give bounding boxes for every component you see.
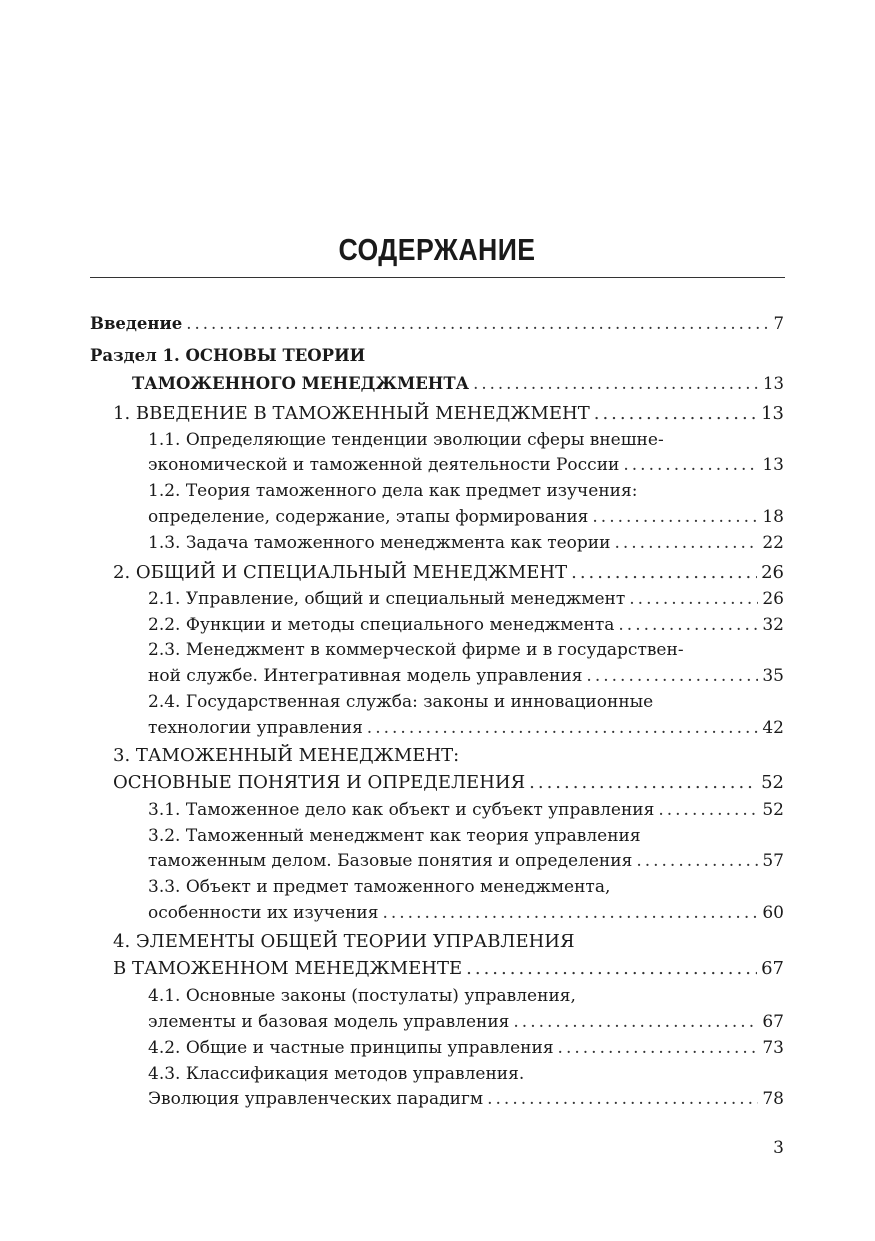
toc-entry-s3-3-line1[interactable]: 3.3. Объект и предмет таможенного менеджмента, [148,877,611,897]
page-title: СОДЕРЖАНИЕ [338,232,536,267]
toc-entry-s4-3-line1[interactable]: 4.3. Классификация методов управления. [148,1064,525,1084]
toc-entry-s2-4-line1[interactable]: 2.4. Государственная служба: законы и инновационные [148,692,654,712]
toc-entry-ch3-line1[interactable]: 3. ТАМОЖЕННЫЙ МЕНЕДЖМЕНТ: [113,745,460,766]
toc-entry-ch2[interactable]: 2. ОБЩИЙ И СПЕЦИАЛЬНЫЙ МЕНЕДЖМЕНТ ..... 26 [113,561,784,585]
toc-entry-s4-1-line1[interactable]: 4.1. Основные законы (постулаты) управления, [148,986,576,1006]
toc-entry-s1-1-line2[interactable]: экономической и таможенной деятельности России ..... 13 [148,453,784,477]
page-ref: 67 [761,958,784,979]
page-ref: 13 [762,455,784,475]
toc-entry-s1-3[interactable]: 1.3. Задача таможенного менеджмента как теории ..... 22 [148,531,784,555]
toc-entry-s3-2-line2[interactable]: таможенным делом. Базовые понятия и определения ..... 57 [148,849,784,873]
page-ref: 32 [762,615,784,635]
page-ref: 26 [761,562,784,583]
toc-entry-s2-3-line1[interactable]: 2.3. Менеджмент в коммерческой фирме и в государствен- [148,640,684,660]
toc-entry-s4-3-line2[interactable]: Эволюция управленческих парадигм ..... 78 [148,1087,784,1111]
toc-entry-s1-2-line2[interactable]: определение, содержание, этапы формирования ..... 18 [148,505,784,529]
toc-entry-s1-1-line1[interactable]: 1.1. Определяющие тенденции эволюции сферы внешне- [148,430,664,450]
page-ref: 78 [762,1089,784,1109]
page-ref: 26 [762,589,784,609]
toc-entry-s3-3-line2[interactable]: особенности их изучения ..... 60 [148,901,784,925]
toc-entry-ch1[interactable]: 1. ВВЕДЕНИЕ В ТАМОЖЕННЫЙ МЕНЕДЖМЕНТ ..... 13 [113,402,784,426]
toc-entry-ch4-line1[interactable]: 4. ЭЛЕМЕНТЫ ОБЩЕЙ ТЕОРИИ УПРАВЛЕНИЯ [113,931,575,952]
toc-entry-s4-1-line2[interactable]: элементы и базовая модель управления ..... 67 [148,1010,784,1034]
page-ref: 7 [773,314,784,333]
toc-entry-intro[interactable]: Введение ..... 7 [90,312,784,336]
toc-entry-s2-3-line2[interactable]: ной службе. Интегративная модель управления ..... 35 [148,664,784,688]
page-ref: 52 [762,800,784,820]
toc-entry-s2-4-line2[interactable]: технологии управления ..... 42 [148,716,784,740]
page-number: 3 [773,1138,784,1158]
page-ref: 13 [763,374,784,393]
page-ref: 35 [762,666,784,686]
page-ref: 60 [762,903,784,923]
toc-entry-section1-line2[interactable]: ТАМОЖЕННОГО МЕНЕДЖМЕНТА ..... 13 [132,372,784,396]
page-ref: 13 [761,403,784,424]
title-divider [90,277,785,278]
page-ref: 67 [762,1012,784,1032]
toc-entry-ch4-line2[interactable]: В ТАМОЖЕННОМ МЕНЕДЖМЕНТЕ ..... 67 [113,957,784,981]
toc-entry-s1-2-line1[interactable]: 1.2. Теория таможенного дела как предмет изучения: [148,481,638,501]
toc-entry-s3-2-line1[interactable]: 3.2. Таможенный менеджмент как теория управления [148,826,641,846]
toc-entry-s2-2[interactable]: 2.2. Функции и методы специального менеджмента ..... 32 [148,613,784,637]
page-ref: 42 [762,718,784,738]
page-ref: 18 [762,507,784,527]
page-ref: 57 [762,851,784,871]
page-ref: 52 [761,772,784,793]
page-ref: 73 [762,1038,784,1058]
page-ref: 22 [762,533,784,553]
toc-entry-s2-1[interactable]: 2.1. Управление, общий и специальный менеджмент ..... 26 [148,587,784,611]
toc-entry-s4-2[interactable]: 4.2. Общие и частные принципы управления ..... 73 [148,1036,784,1060]
toc-entry-s3-1[interactable]: 3.1. Таможенное дело как объект и субъект управления ..... 52 [148,798,784,822]
toc-entry-ch3-line2[interactable]: ОСНОВНЫЕ ПОНЯТИЯ И ОПРЕДЕЛЕНИЯ ..... 52 [113,771,784,795]
toc-entry-section1-line1[interactable]: Раздел 1. ОСНОВЫ ТЕОРИИ [90,346,366,365]
